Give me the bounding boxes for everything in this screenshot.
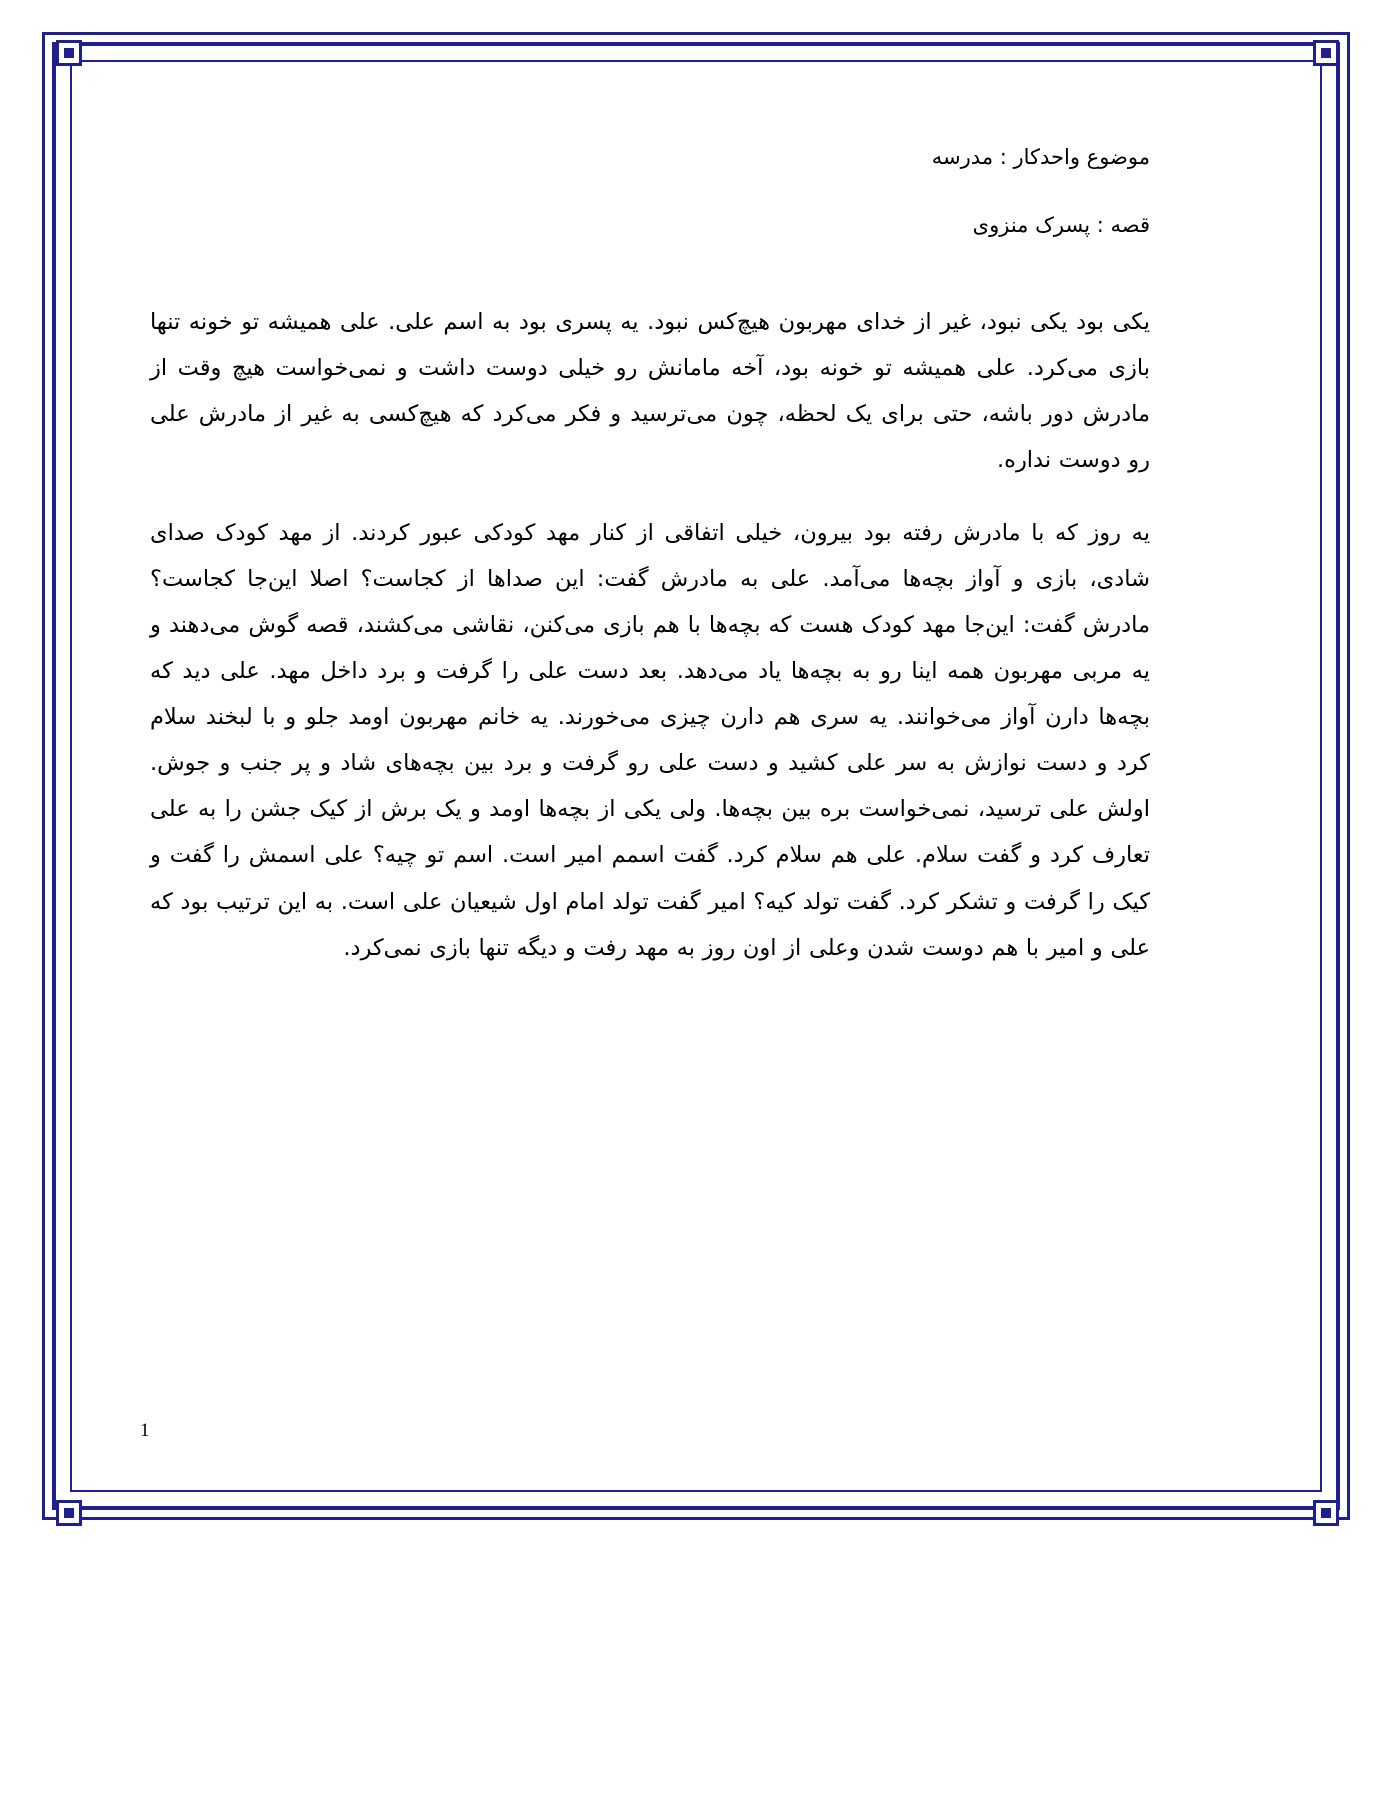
page-number: 1 [140,1420,150,1441]
border-corner-dot-bottom-right [1321,1508,1331,1518]
border-corner-dot-top-left [64,48,74,58]
body-paragraph-1: یکی بود یکی نبود، غیر از خدای مهربون هیچ‌کس نبود. یه پسری بود به اسم علی. علی همیشه تو خونه تنها بازی می‌کرد. علی همیشه تو خونه بود، آخه مامانش رو خیلی دوست داشت و نمی‌خواست هیچ وقت از مادرش دور باشه، حتی برای یک لحظه، چون می‌ترسید و فکر می‌کرد که هیچ‌کسی به غیر از مادرش علی رو دوست نداره. [150,309,1150,474]
document-content [150,120,1150,997]
border-corner-dot-bottom-left [64,1508,74,1518]
body-paragraph-2: یه روز که با مادرش رفته بود بیرون، خیلی اتفاقی از کنار مهد کودکی عبور کردند. از مهد کودک صدای شادی، بازی و آواز بچه‌ها می‌آمد. علی به مادرش گفت: این صداها از کجاست؟ اصلا این‌جا کجاست؟ مادرش گفت: این‌جا مهد کودک هست که بچه‌ها با هم بازی می‌کنن، نقاشی می‌کشند، قصه گوش می‌دهند و یه مربی مهربون همه اینا رو به بچه‌ها یاد می‌دهد. بعد دست علی را گرفت و برد داخل مهد. علی دید که بچه‌ها دارن آواز می‌خوانند. یه سری هم دارن چیزی می‌خورند. یه خانم مهربون اومد جلو و با لبخند سلام کرد و دست نوازش به سر علی کشید و دست علی رو گرفت و برد بین بچه‌های شاد و پر جنب و جوش. اولش علی ترسید، نمی‌خواست بره بین بچه‌ها. ولی یکی از بچه‌ها اومد و یک برش از کیک جشن را به علی تعارف کرد و گفت سلام. علی هم سلام کرد. گفت اسمم امیر است. اسم تو چیه؟ علی اسمش را گفت و کیک را گرفت و تشکر کرد. گفت تولد کیه؟ امیر گفت تولد امام اول شیعیان علی است. به این ترتیب بود که علی و امیر با هم دوست شدن وعلی از اون روز به مهد رفت و دیگه تنها بازی نمی‌کرد. [150,519,1150,961]
story-title-line: قصه : پسرک منزوی [972,212,1150,237]
subject-line: موضوع واحدکار : مدرسه [931,145,1150,169]
border-corner-dot-top-right [1321,48,1331,58]
